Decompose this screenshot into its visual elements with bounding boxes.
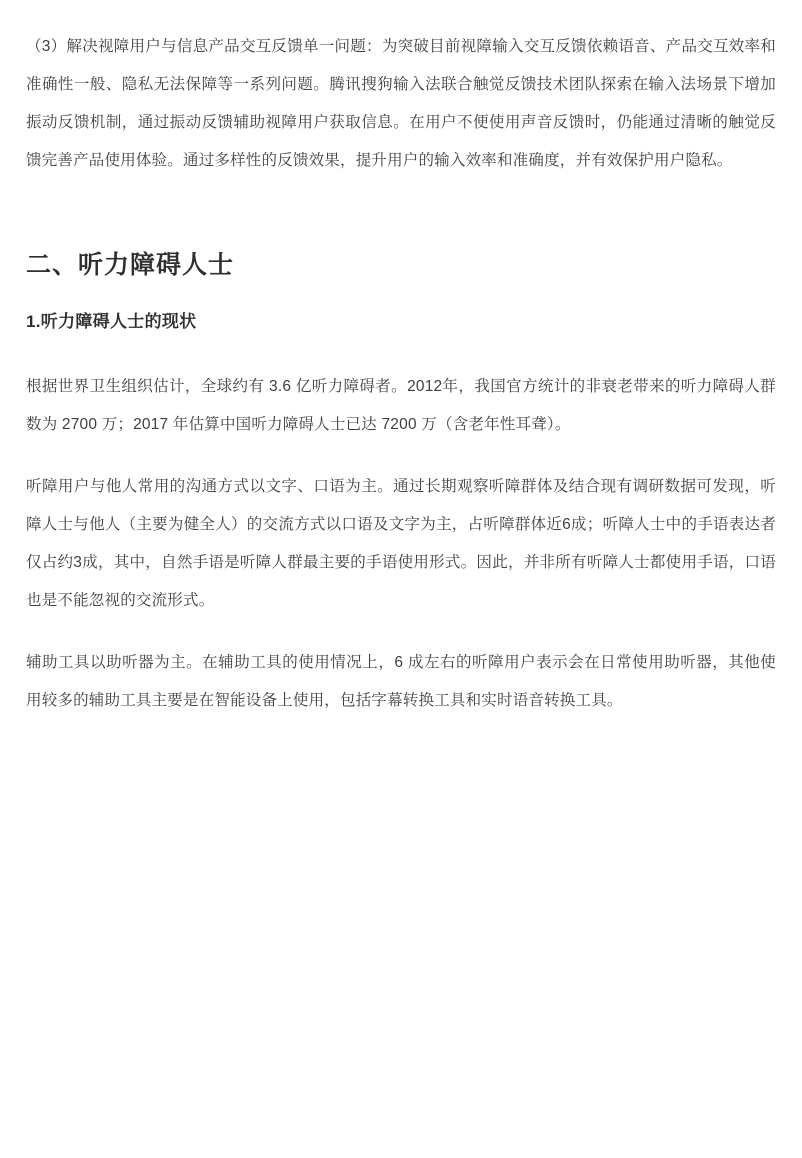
paragraph-communication-methods: 听障用户与他人常用的沟通方式以文字、口语为主。通过长期观察听障群体及结合现有调研数据可发现，听障人士与他人（主要为健全人）的交流方式以口语及文字为主，占听障群体近6成；听障人士中的手语表达者仅占约3成，其中，自然手语是听障人群最主要的手语使用形式。因此，并非所有听障人士都使用手语，口语也是不能忽视的交流形式。 [26, 478, 776, 610]
paragraph-vision-feedback: （3）解决视障用户与信息产品交互反馈单一问题：为突破目前视障输入交互反馈依赖语音、产品交互效率和准确性一般、隐私无法保障等一系列问题。腾讯搜狗输入法联合触觉反馈技术团队探索在输入法场景下增加振动反馈机制，通过振动反馈辅助视障用户获取信息。在用户不便使用声音反馈时，仍能通过清晰的触觉反馈完善产品使用体验。通过多样性的反馈效果，提升用户的输入效率和准确度，并有效保护用户隐私。 [26, 38, 776, 169]
section-spacer [26, 190, 776, 248]
paragraph-statistics: 根据世界卫生组织估计，全球约有 3.6 亿听力障碍者。2012年，我国官方统计的非衰老带来的听力障碍人群数为 2700 万；2017 年估算中国听力障碍人士已达 7200 万（含老年性耳聋）。 [26, 378, 776, 434]
paragraph-assistive-tools: 辅助工具以助听器为主。在辅助工具的使用情况上，6 成左右的听障用户表示会在日常使用助听器，其他使用较多的辅助工具主要是在智能设备上使用，包括字幕转换工具和实时语音转换工具。 [26, 654, 776, 710]
subsection-heading-current-status: 1.听力障碍人士的现状 [26, 311, 197, 331]
section-heading-hearing-impaired: 二、听力障碍人士 [26, 250, 235, 279]
paragraph-gap-1 [26, 454, 776, 468]
paragraph-gap-2 [26, 630, 776, 644]
